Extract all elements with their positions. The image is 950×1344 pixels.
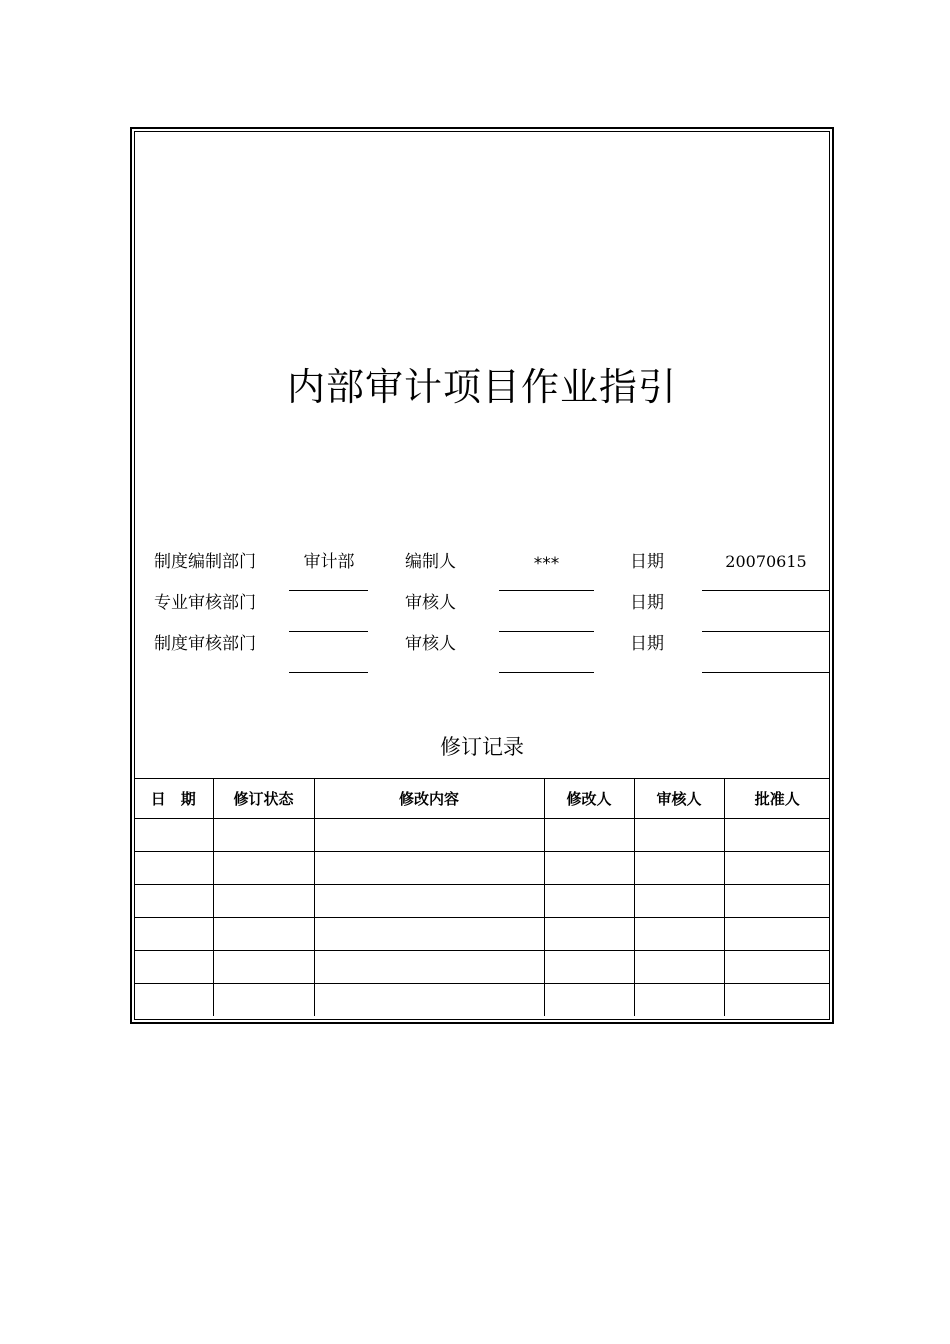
table-cell bbox=[134, 885, 213, 918]
col-header-revision-status: 修订状态 bbox=[213, 779, 314, 819]
col-header-modifier: 修改人 bbox=[544, 779, 634, 819]
table-cell bbox=[634, 852, 724, 885]
table-cell bbox=[724, 819, 830, 852]
table-cell bbox=[634, 951, 724, 984]
compiler-value: *** bbox=[533, 554, 560, 574]
document-title: 内部审计项目作业指引 bbox=[286, 365, 677, 409]
compile-date-label: 日期 bbox=[630, 552, 664, 572]
policy-reviewer-underline bbox=[499, 672, 594, 673]
table-cell bbox=[314, 885, 544, 918]
table-cell bbox=[213, 918, 314, 951]
table-cell bbox=[544, 885, 634, 918]
table-cell bbox=[724, 984, 830, 1017]
table-cell bbox=[724, 885, 830, 918]
table-cell bbox=[544, 984, 634, 1017]
table-cell bbox=[544, 951, 634, 984]
table-cell bbox=[314, 819, 544, 852]
table-cell bbox=[134, 951, 213, 984]
revision-record-table bbox=[134, 778, 830, 1016]
review-dept-underline bbox=[289, 631, 368, 632]
table-cell bbox=[134, 918, 213, 951]
col-header-change-content: 修改内容 bbox=[314, 779, 544, 819]
policy-review-date-underline bbox=[702, 672, 830, 673]
table-cell bbox=[213, 819, 314, 852]
review-dept-label: 专业审核部门 bbox=[154, 593, 256, 613]
policy-review-dept-underline bbox=[289, 672, 368, 673]
table-row bbox=[134, 951, 830, 984]
col-header-approver: 批准人 bbox=[724, 779, 830, 819]
table-cell bbox=[213, 984, 314, 1017]
col-header-date: 日 期 bbox=[134, 779, 213, 819]
table-row bbox=[134, 918, 830, 951]
table-cell bbox=[213, 885, 314, 918]
table-cell bbox=[544, 852, 634, 885]
policy-review-dept-label: 制度审核部门 bbox=[154, 634, 256, 654]
compile-dept-value: 审计部 bbox=[303, 552, 355, 572]
review-date-underline bbox=[702, 631, 830, 632]
table-cell bbox=[724, 951, 830, 984]
reviewer-underline bbox=[499, 631, 594, 632]
table-cell bbox=[314, 984, 544, 1017]
table-row bbox=[134, 984, 830, 1017]
table-cell bbox=[634, 984, 724, 1017]
compiler-underline bbox=[499, 590, 594, 591]
table-row bbox=[134, 885, 830, 918]
col-header-reviewer: 审核人 bbox=[634, 779, 724, 819]
compile-dept-underline bbox=[289, 590, 368, 591]
table-cell bbox=[634, 819, 724, 852]
table-cell bbox=[544, 918, 634, 951]
compile-date-underline bbox=[702, 590, 830, 591]
table-cell bbox=[134, 852, 213, 885]
compile-date-value: 20070615 bbox=[725, 552, 807, 571]
table-cell bbox=[634, 918, 724, 951]
table-cell bbox=[134, 819, 213, 852]
table-cell bbox=[134, 984, 213, 1017]
table-cell bbox=[213, 852, 314, 885]
table-cell bbox=[213, 951, 314, 984]
table-cell bbox=[314, 918, 544, 951]
policy-reviewer-label: 审核人 bbox=[405, 634, 456, 654]
table-row bbox=[134, 852, 830, 885]
table-cell bbox=[314, 951, 544, 984]
table-cell bbox=[724, 852, 830, 885]
table-cell bbox=[724, 918, 830, 951]
table-cell bbox=[314, 852, 544, 885]
table-cell bbox=[634, 885, 724, 918]
table-header-row bbox=[134, 779, 830, 819]
compiler-label: 编制人 bbox=[405, 552, 456, 572]
table-row bbox=[134, 819, 830, 852]
compile-dept-label: 制度编制部门 bbox=[154, 552, 256, 572]
table-cell bbox=[544, 819, 634, 852]
reviewer-label: 审核人 bbox=[405, 593, 456, 613]
review-date-label: 日期 bbox=[630, 593, 664, 613]
revision-record-heading: 修订记录 bbox=[440, 735, 524, 759]
policy-review-date-label: 日期 bbox=[630, 634, 664, 654]
